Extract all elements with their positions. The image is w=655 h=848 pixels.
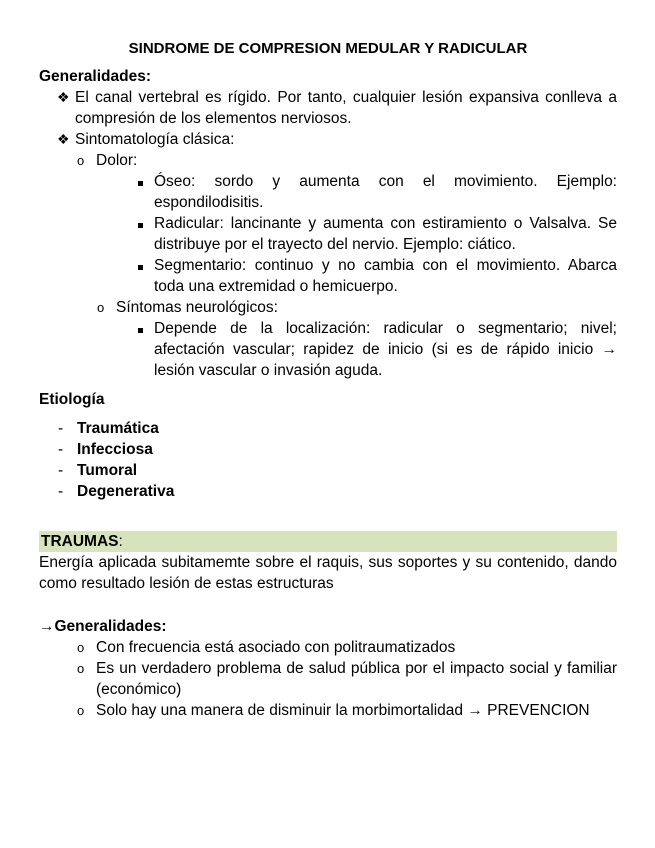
circle-bullet-icon: o (77, 703, 85, 718)
circle-bullet-icon: o (77, 640, 85, 655)
list-item (39, 418, 617, 439)
list-item (39, 318, 617, 381)
list-item (39, 637, 617, 658)
list-item-text: Solo hay una manera de disminuir la morbimortalidad → PREVENCION (96, 702, 590, 719)
square-bullet-icon (39, 318, 154, 339)
list-item (39, 129, 617, 150)
list-item (39, 297, 617, 318)
list-item (39, 658, 617, 700)
square-bullet-icon (39, 171, 154, 192)
traumas-colon: : (118, 533, 123, 550)
etiologia-item: Tumoral (77, 462, 137, 479)
etiologia-item: Traumática (77, 420, 159, 437)
list-item (39, 700, 617, 721)
circle-bullet-icon: o (77, 153, 85, 168)
list-item-text: Segmentario: continuo y no cambia con el movimiento. Abarca toda una extremidad o hemicuerpo. (154, 257, 617, 295)
dash-bullet: - (58, 420, 64, 437)
traumas-generalidades-heading (39, 616, 617, 637)
list-item-text: Sintomatología clásica: (75, 131, 235, 148)
circle-bullet-icon: o (77, 661, 85, 676)
list-item (39, 213, 617, 255)
document-page (39, 38, 617, 721)
generalidades-heading: Generalidades: (39, 68, 151, 85)
list-item-text: El canal vertebral es rígido. Por tanto, cualquier lesión expansiva conlleva a compresión de los elementos nerviosos. (75, 89, 617, 127)
list-item (39, 481, 617, 502)
etiologia-item: Infecciosa (77, 441, 153, 458)
list-item-text: Síntomas neurológicos: (116, 299, 278, 316)
list-item (39, 150, 617, 171)
traumas-heading-band (39, 531, 617, 552)
dash-bullet: - (58, 441, 64, 458)
list-item-text: Depende de la localización: radicular o segmentario; nivel; afectación vascular; rapidez de inicio (si es de rápido inicio → lesión vascular o invasión aguda. (154, 320, 617, 379)
square-bullet-icon (39, 255, 154, 276)
etiologia-heading: Etiología (39, 391, 105, 408)
dash-bullet: - (58, 483, 64, 500)
traumas-generalidades-label: Generalidades: (54, 618, 167, 635)
list-item-text: Radicular: lancinante y aumenta con estiramiento o Valsalva. Se distribuye por el trayecto del nervio. Ejemplo: ciático. (154, 215, 617, 253)
document-title: SINDROME DE COMPRESION MEDULAR Y RADICULAR (128, 40, 528, 57)
dash-bullet: - (58, 462, 64, 479)
list-item-text: Con frecuencia está asociado con politraumatizados (96, 639, 456, 656)
list-item-text: Óseo: sordo y aumenta con el movimiento. Ejemplo: espondilodisitis. (154, 173, 617, 211)
list-item (39, 255, 617, 297)
arrow-right-icon: → (39, 618, 55, 635)
list-item (39, 87, 617, 129)
list-item (39, 171, 617, 213)
etiologia-item: Degenerativa (77, 483, 175, 500)
diamond-bullet-icon: ❖ (57, 131, 70, 147)
traumas-definition: Energía aplicada subitamemte sobre el raquis, sus soportes y su contenido, dando como resultado lesión de estas estructuras (39, 554, 617, 592)
traumas-heading: TRAUMAS (41, 533, 119, 550)
list-item (39, 460, 617, 481)
square-bullet-icon (39, 213, 154, 234)
list-item-text: Es un verdadero problema de salud pública por el impacto social y familiar (económico) (96, 660, 617, 698)
diamond-bullet-icon: ❖ (57, 89, 70, 105)
list-item (39, 439, 617, 460)
list-item-text: Dolor: (96, 152, 138, 169)
circle-bullet-icon: o (97, 300, 105, 315)
